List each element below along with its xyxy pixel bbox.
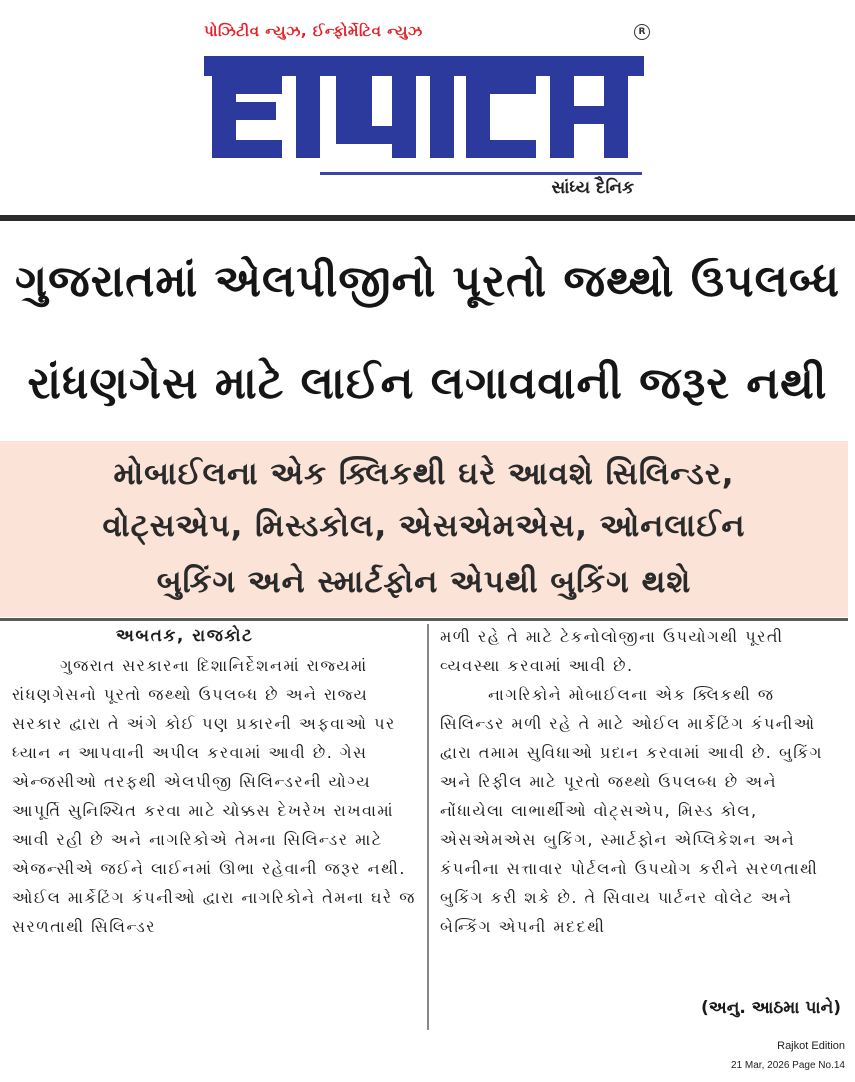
subdeck-line-3: બુકિંગ અને સ્માર્ટફોન એપથી બુકિંગ થશે	[156, 564, 692, 600]
masthead-tagline: પોઝિટીવ ન્યુઝ, ઈન્ફોર્મેટિવ ન્યુઝ	[204, 22, 423, 40]
masthead-subtitle	[320, 172, 642, 202]
dateline: અબતક, રાજકોટ	[116, 626, 254, 646]
newspaper-logo	[204, 42, 644, 170]
column-divider	[427, 624, 429, 1030]
continued-on-page-note: (અનુ. આઠમા પાને)	[701, 998, 841, 1018]
article-paragraph: ગુજરાત સરકારના દિશાનિર્દેશનમાં રાજ્યમાં રાંધણગેસનો પૂરતો જથ્થો ઉપલબ્ધ છે અને રાજ્ય સરકાર દ્વારા તે અંગે કોઈ પણ પ્રકારની અફવાઓ પર ધ્યાન ન આપવાની અપીલ કરવામાં આવી છે. ગેસ એન્જસીઓ તરફથી એલપીજી સિલિન્ડરની યોગ્ય આપૂર્તિ સુનિશ્ચિત કરવા માટે ચોક્કસ દેખરેખ રાખવામાં આવી રહી છે અને નાગરિકોએ તેમના સિલિન્ડર માટે એજન્સીએ જઈને લાઈનમાં ઊભા રહેવાની જરૂર નથી. ઓઈલ માર્કેટિંગ કંપનીઓ દ્વારા નાગરિકોને તેમના ઘરે જ સરળતાથી સિલિન્ડર	[12, 656, 416, 936]
masthead	[0, 0, 855, 215]
article-paragraph: મળી રહે તે માટે ટેકનોલોજીના ઉપયોગથી પૂરતી વ્યવસ્થા કરવામાં આવી છે.	[440, 627, 784, 675]
headline-line-1: ગુજરાતમાં એલપીજીનો પૂરતો જથ્થો ઉપલબ્ધ	[14, 256, 841, 307]
registered-trademark-icon: R	[634, 24, 650, 40]
date-page-label: 21 Mar, 2026 Page No.14	[731, 1060, 845, 1071]
top-divider	[0, 215, 855, 221]
article-paragraph: નાગરિકોને મોબાઈલના એક ક્લિકથી જ સિલિન્ડર મળી રહે તે માટે ઓઈલ માર્કેટિંગ કંપનીઓ દ્વારા તમામ સુવિધાઓ પ્રદાન કરવામાં આવી છે. બુકિંગ અને રિફીલ માટે પૂરતો જથ્થો ઉપલબ્ધ છે અને નોંધાયેલા લાભાર્થીઓ વોટ્સએપ, મિસ્ડ કોલ, એસએમએસ બુકિંગ, સ્માર્ટફોન એપ્લિકેશન અને કંપનીના સત્તાવાર પોર્ટલનો ઉપયોગ કરીને સરળતાથી બુકિંગ કરી શકે છે. તે સિવાય પાર્ટનર વોલેટ અને બેન્કિંગ એપની મદદથી	[440, 685, 823, 936]
subtitle-text: સાંધ્ય દૈનિક	[551, 178, 634, 198]
subtitle-rule	[320, 172, 642, 175]
subheadline-deck	[0, 441, 848, 617]
subdeck-line-2: વોટ્સએપ, મિસ્ડકોલ, એસએમએસ, ઓનલાઈન	[102, 508, 746, 544]
article-column-left	[12, 622, 420, 941]
edition-label: Rajkot Edition	[777, 1040, 845, 1052]
subdeck-line-1: મોબાઈલના એક ક્લિકથી ઘરે આવશે સિલિન્ડર,	[113, 456, 735, 492]
deck-divider	[0, 618, 848, 621]
headline-line-2: રાંધણગેસ માટે લાઈન લગાવવાની જરૂર નથી	[27, 358, 828, 409]
article-column-right	[440, 622, 840, 941]
